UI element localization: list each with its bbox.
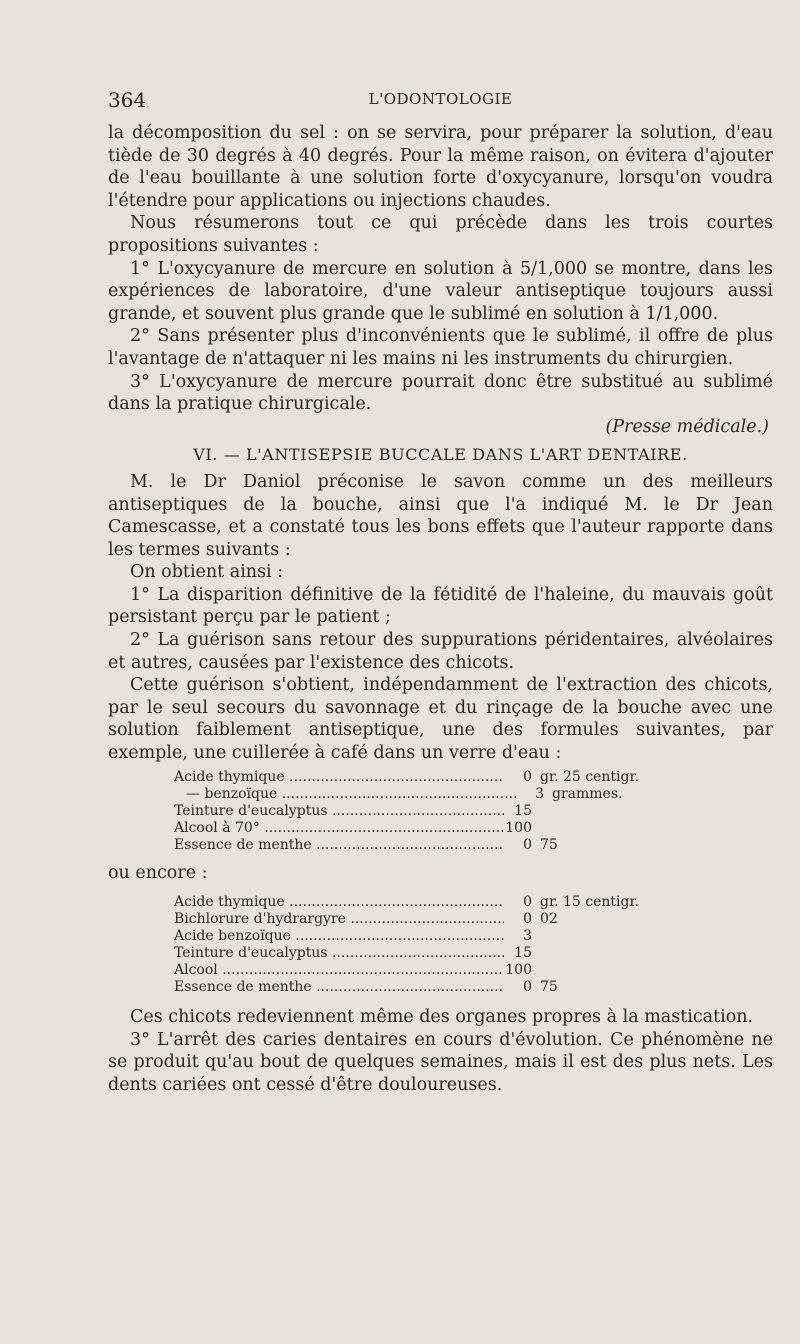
formula-row (174, 979, 714, 996)
quantity: 3 (535, 785, 544, 802)
ingredient: Essence de menthe ..... (174, 837, 504, 854)
unit: gr. 25 centigr. (540, 768, 640, 785)
quantity: 100 (505, 819, 532, 836)
paragraph: Cette guérison s'obtient, indépendamment de l'extraction des chicots, par le seul secours du savonnage et du rinçage de la bouche avec une solution faiblement antiseptique, une des formules suivantes, par exemple, une cuillerée à café dans un verre d'eau : (108, 675, 773, 764)
formula-2 (174, 894, 714, 996)
paragraph: Nous résumerons tout ce qui précède dans les trois courtes propositions suivantes : (108, 213, 773, 256)
quantity: 0 (523, 911, 532, 928)
quantity: 3 (523, 928, 532, 945)
formula-row (174, 837, 714, 854)
paragraph: On obtient ainsi : (130, 562, 284, 583)
ingredient: Alcool ..... (174, 962, 504, 979)
paragraph: 2° Sans présenter plus d'inconvénients que le sublimé, il offre de plus l'avantage de n'attaquer ni les mains ni les instruments du chirurgien. (108, 326, 773, 369)
running-title: L'ODONTOLOGIE (368, 90, 513, 108)
ingredient: Alcool à 70° ..... (174, 820, 504, 837)
unit: grammes. (552, 785, 623, 802)
ingredient: — benzoïque ..... (174, 786, 516, 803)
ingredient: Acide thymique ..... (174, 769, 504, 786)
formula-row (174, 894, 714, 911)
ingredient: Teinture d'eucalyptus ..... (174, 803, 504, 820)
paragraph: la décomposition du sel : on se servira, pour préparer la solution, d'eau tiède de 30 degrés à 40 degrés. Pour la même raison, on évitera d'ajouter de l'eau bouillante à une solution forte d'oxycyanure, lorsqu'on voudra l'étendre pour applications ou injections chaudes. (108, 123, 773, 211)
ingredient: Acide thymique ..... (174, 894, 504, 911)
paragraph: 3° L'arrêt des caries dentaires en cours d'évolution. Ce phénomène ne se produit qu'au bout de quelques semaines, mais il est des plus nets. Les dents cariées ont cessé d'être douloureuses. (108, 1029, 773, 1095)
ingredient: Essence de menthe ..... (174, 979, 504, 996)
paragraph: M. le Dr Daniol préconise le savon comme un des meilleurs antiseptiques de la bouche, ainsi que l'a indiqué M. le Dr Jean Camescasse, et a constaté tous les bons effets que l'auteur rapporte dans les termes suivants : (108, 471, 773, 560)
quantity: 0 (523, 768, 532, 785)
quantity: 0 (523, 894, 532, 911)
formula-1 (174, 769, 714, 854)
unit: 75 (540, 836, 558, 853)
unit: 02 (540, 911, 558, 928)
formula-row (174, 820, 714, 837)
quantity: 100 (505, 962, 532, 979)
paragraph: 2° La guérison sans retour des suppurations péridentaires, alvéolaires et autres, causées par l'existence des chicots. (108, 630, 773, 673)
formula-row (174, 769, 714, 786)
paragraph: 1° La disparition définitive de la fétidité de l'haleine, du mauvais goût persistant perçu par le patient ; (108, 584, 773, 628)
quantity: 15 (514, 802, 532, 819)
ingredient: Bichlorure d'hydrargyre ..... (174, 911, 504, 928)
paragraph: Ces chicots redeviennent même des organes propres à la mastication. (130, 1007, 754, 1028)
formula-row (174, 911, 714, 928)
page-body (108, 122, 773, 1097)
source-citation: (Presse médicale.) (605, 416, 769, 437)
page-number: 364 (108, 88, 147, 112)
unit: 75 (540, 979, 558, 996)
formula-row (174, 786, 714, 803)
unit: gr. 15 centigr. (540, 894, 640, 911)
formula-row (174, 945, 714, 962)
formula-row (174, 962, 714, 979)
ingredient: Acide benzoïque ..... (174, 928, 504, 945)
quantity: 15 (514, 945, 532, 962)
paragraph: 3° L'oxycyanure de mercure pourrait donc être substitué au sublimé dans la pratique chirurgicale. (108, 371, 773, 415)
page-header (108, 88, 773, 114)
formula-row (174, 803, 714, 820)
section-heading: VI. — L'ANTISEPSIE BUCCALE DANS L'ART DENTAIRE. (193, 445, 688, 465)
quantity: 0 (523, 979, 532, 996)
ingredient: Teinture d'eucalyptus ..... (174, 945, 504, 962)
paragraph: 1° L'oxycyanure de mercure en solution à 5/1,000 se montre, dans les expériences de laboratoire, d'une valeur antiseptique toujours aussi grande, et souvent plus grande que le sublimé en solution à 1/1,000. (108, 258, 773, 324)
paragraph: ou encore : (108, 862, 208, 883)
formula-row (174, 928, 714, 945)
quantity: 0 (523, 836, 532, 853)
